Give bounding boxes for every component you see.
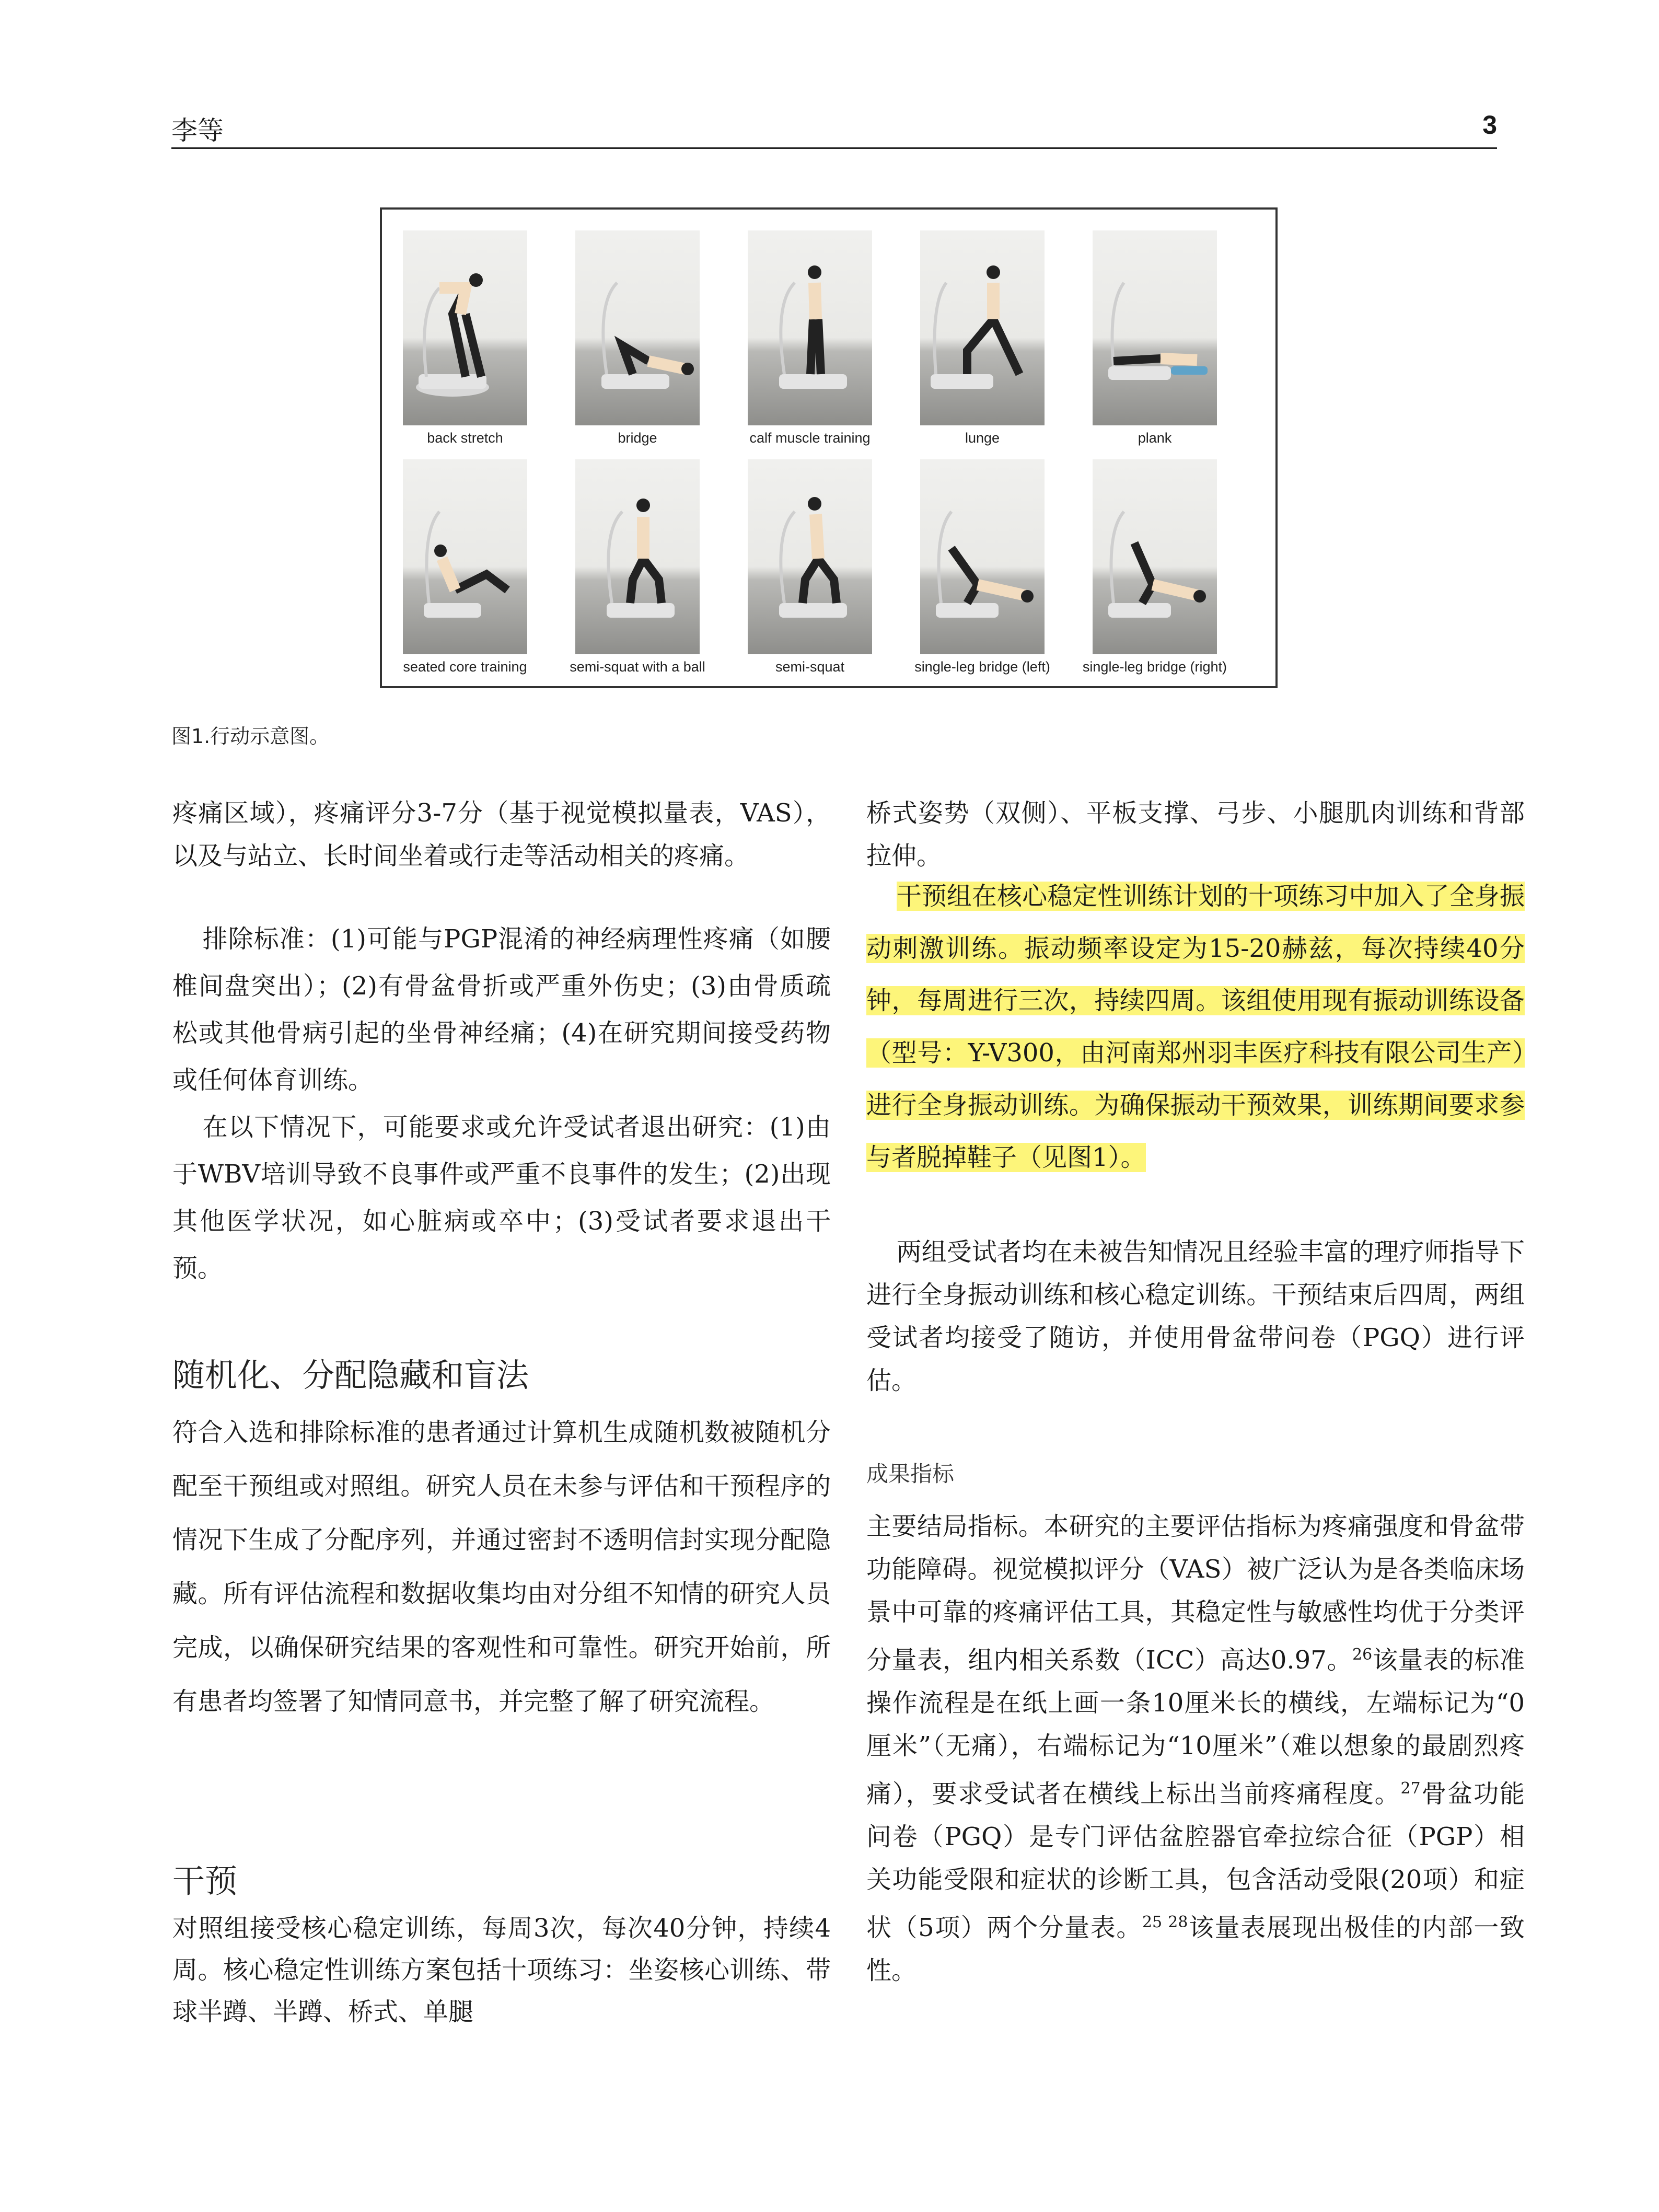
page-number: 3 — [1482, 110, 1497, 140]
label-plank: plank — [1138, 430, 1172, 446]
label-semi-squat: semi-squat — [775, 659, 845, 675]
label-back-stretch: back stretch — [427, 430, 503, 446]
photo-bridge — [575, 230, 700, 425]
right-paragraph-4 — [866, 1505, 1525, 1992]
intervention-group-highlight: 干预组在核心稳定性训练计划的十项练习中加入了全身振动刺激训练。振动频率设定为15-20赫兹，每次持续40分钟，每周进行三次，持续四周。该组使用现有振动训练设备（型号：Y-V300，由河南郑州羽丰医疗科技有限公司生产）进行全身振动训练。为确保振动干预效果，训练期间要求参与者脱掉鞋子（见图1）。 — [866, 882, 1525, 1172]
exercise-list-cont: 桥式姿势（双侧）、平板支撑、弓步、小腿肌肉训练和背部拉伸。 — [866, 798, 1525, 871]
outcome-measures-text — [866, 1505, 1525, 1992]
control-group-text: 对照组接受核心稳定训练，每周3次，每次40分钟，持续4周。核心稳定性训练方案包括十项练习：坐姿核心训练、带球半蹲、半蹲、桥式、单腿 — [172, 1914, 831, 2026]
left-paragraph-2 — [172, 916, 831, 1104]
inclusion-text: 疼痛区域），疼痛评分3-7分（基于视觉模拟量表，VAS），以及与站立、长时间坐着或行走等活动相关的疼痛。 — [172, 798, 831, 871]
left-paragraph-5 — [172, 1907, 831, 2033]
right-paragraph-2 — [866, 870, 1525, 1184]
vas-description: 主要结局指标。本研究的主要评估指标为疼痛强度和骨盆带功能障碍。视觉模拟评分（VAS）被广泛认为是各类临床场景中可靠的疼痛评估工具，其稳定性与敏感性均优于分类评分量表，组内相关系数（ICC）高达0.97。 — [866, 1512, 1525, 1675]
exclusion-criteria: 排除标准：(1)可能与PGP混淆的神经病理性疼痛（如腰椎间盘突出）；(2)有骨盆骨折或严重外伤史；(3)由骨质疏松或其他骨病引起的坐骨神经痛；(4)在研究期间接受药物或任何体育训练。 — [172, 924, 831, 1095]
label-bridge: bridge — [618, 430, 657, 446]
photo-semi-squat — [748, 459, 872, 654]
photo-single-leg-bridge-right — [1093, 459, 1217, 654]
photo-plank — [1093, 230, 1217, 425]
figure-caption: 图1.行动示意图。 — [171, 725, 330, 748]
label-calf-muscle-training: calf muscle training — [749, 430, 871, 446]
right-paragraph-1 — [866, 792, 1525, 877]
heading-intervention: 干预 — [172, 1862, 238, 1900]
photo-lunge — [920, 230, 1045, 425]
photo-seated-core-training — [403, 459, 527, 654]
citation-26: 26 — [1352, 1646, 1373, 1664]
photo-calf-muscle-training — [748, 230, 872, 425]
label-single-leg-bridge-right: single-leg bridge (right) — [1082, 659, 1227, 675]
running-header-author: 李等 — [171, 115, 224, 146]
heading-randomization: 随机化、分配隐藏和盲法 — [172, 1356, 529, 1394]
exercise-figure — [380, 207, 1278, 688]
label-lunge: lunge — [965, 430, 1000, 446]
header-rule — [171, 147, 1497, 149]
left-paragraph-1 — [172, 792, 831, 877]
citation-27: 27 — [1400, 1779, 1421, 1798]
photo-single-leg-bridge-left — [920, 459, 1045, 654]
left-paragraph-4 — [172, 1406, 831, 1729]
photo-back-stretch — [403, 230, 527, 425]
citation-25-28: 25 28 — [1142, 1913, 1188, 1931]
label-seated-core-training: seated core training — [403, 659, 527, 675]
pgq-description: 骨盆功能问卷（PGQ）是专门评估盆腔器官牵拉综合征（PGP）相关功能受限和症状的诊断工具，包含活动受限(20项）和症状（5项）两个分量表。 — [866, 1779, 1525, 1942]
subheading-outcome-measures: 成果指标 — [866, 1461, 955, 1487]
follow-up-text: 两组受试者均在未被告知情况且经验丰富的理疗师指导下进行全身振动训练和核心稳定训练。干预结束后四周，两组受试者均接受了随访，并使用骨盆带问卷（PGQ）进行评估。 — [866, 1237, 1525, 1395]
left-paragraph-3 — [172, 1104, 831, 1292]
withdrawal-criteria: 在以下情况下，可能要求或允许受试者退出研究：(1)由于WBV培训导致不良事件或严重不良事件的发生；(2)出现其他医学状况，如心脏病或卒中；(3)受试者要求退出干预。 — [172, 1113, 831, 1283]
photo-semi-squat-with-a-ball — [575, 459, 700, 654]
randomization-text: 符合入选和排除标准的患者通过计算机生成随机数被随机分配至干预组或对照组。研究人员在未参与评估和干预程序的情况下生成了分配序列，并通过密封不透明信封实现分配隐藏。所有评估流程和数据收集均由对分组不知情的研究人员完成，以确保研究结果的客观性和可靠性。研究开始前，所有患者均签署了知情同意书，并完整了解了研究流程。 — [172, 1418, 831, 1716]
label-single-leg-bridge-left: single-leg bridge (left) — [914, 659, 1050, 675]
vas-procedure: 该量表的标准操作流程是在纸上画一条10厘米长的横线，左端标记为“0厘米”（无痛），右端标记为“10厘米”（难以想象的最剧烈疼痛），要求受试者在横线上标出当前疼痛程度。 — [866, 1646, 1525, 1809]
pgq-consistency: 该量表展现出极佳的内部一致性。 — [866, 1913, 1525, 1985]
label-semi-squat-with-a-ball: semi-squat with a ball — [570, 659, 705, 675]
right-paragraph-3 — [866, 1231, 1525, 1402]
